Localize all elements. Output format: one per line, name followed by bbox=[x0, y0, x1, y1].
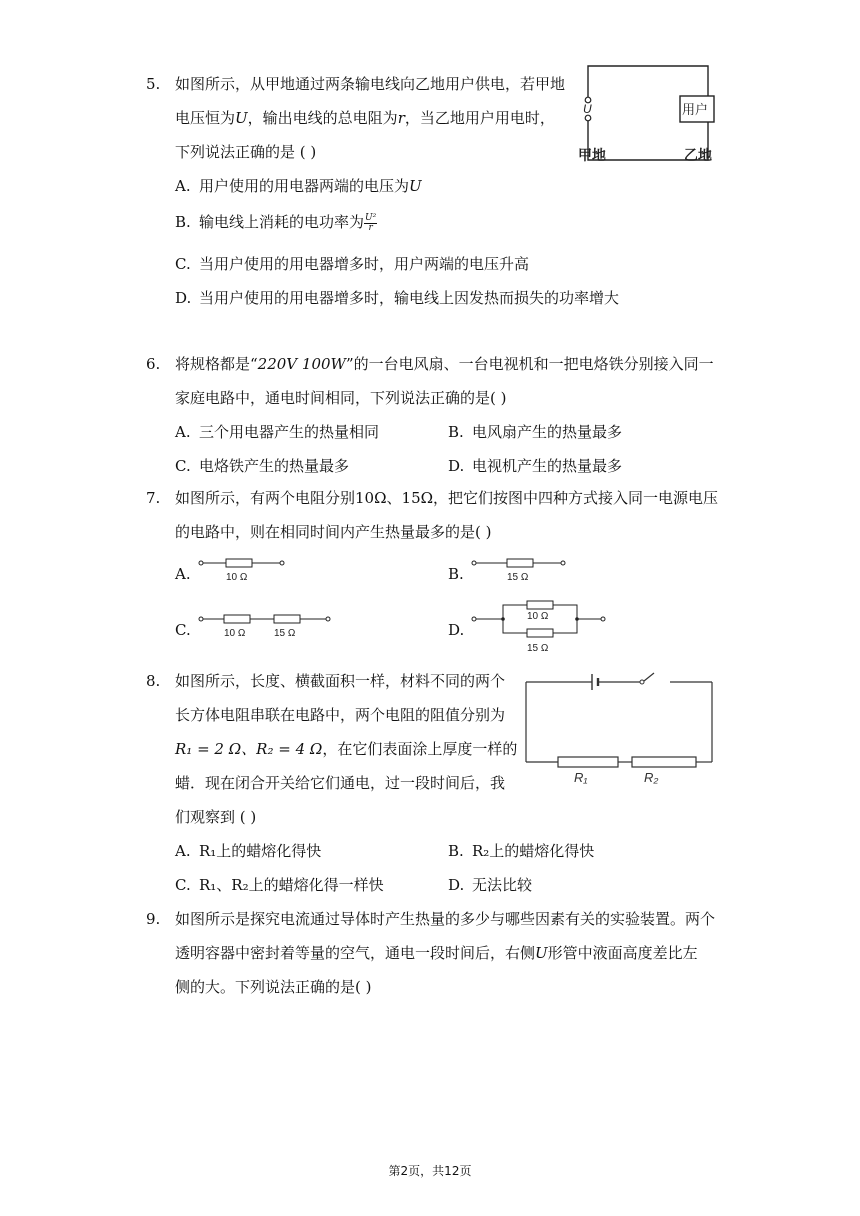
option-c[interactable]: C. bbox=[175, 621, 191, 639]
r2-label: R₂ bbox=[644, 770, 659, 785]
question-text-line: 侧的大。下列说法正确的是( ) bbox=[175, 978, 372, 996]
transmission-circuit-figure bbox=[578, 60, 718, 170]
question-text-line: 长方体电阻串联在电路中，两个电阻的阻值分别为 bbox=[175, 706, 506, 724]
resistor-label: 15 Ω bbox=[274, 628, 296, 639]
resistor-label: 15 Ω bbox=[527, 643, 549, 653]
question-number: 7. bbox=[146, 489, 161, 507]
option-c[interactable]: C. 电烙铁产生的热量最多 bbox=[175, 457, 350, 475]
option-d[interactable]: D. 无法比较 bbox=[448, 876, 533, 894]
question-text-line: 如图所示，从甲地通过两条输电线向乙地用户供电，若甲地 bbox=[175, 75, 566, 93]
circuit-c-figure bbox=[196, 611, 336, 641]
option-b[interactable]: B. bbox=[448, 565, 464, 583]
user-label: 用户 bbox=[682, 102, 709, 117]
question-text-line: R₁ = 2 Ω、R₂ = 4 Ω，在它们表面涂上厚度一样的 bbox=[175, 740, 518, 758]
option-b[interactable]: B. R₂上的蜡熔化得快 bbox=[448, 842, 595, 860]
option-a[interactable]: A. R₁上的蜡熔化得快 bbox=[175, 842, 322, 860]
option-b[interactable]: B. 电风扇产生的热量最多 bbox=[448, 423, 623, 441]
resistor-label: 15 Ω bbox=[507, 572, 529, 583]
wax-resistor-circuit-figure bbox=[520, 670, 720, 790]
question-text-line: 如图所示，长度、横截面积一样，材料不同的两个 bbox=[175, 672, 506, 690]
fraction: $\frac{\text{U²}}{r}$ bbox=[365, 212, 377, 233]
resistor-label: 10 Ω bbox=[226, 572, 248, 583]
circuit-d-figure bbox=[469, 597, 609, 653]
resistor-label: 10 Ω bbox=[527, 611, 549, 622]
question-text-line: 们观察到 ( ) bbox=[175, 808, 257, 826]
option-a[interactable]: A. 三个用电器产生的热量相同 bbox=[175, 423, 380, 441]
circuit-b-figure bbox=[469, 555, 569, 585]
option-c[interactable]: C. 当用户使用的用电器增多时，用户两端的电压升高 bbox=[175, 255, 530, 273]
resistor-label: 10 Ω bbox=[224, 628, 246, 639]
question-text-line: 如图所示是探究电流通过导体时产生热量的多少与哪些因素有关的实验装置。两个 bbox=[175, 910, 716, 928]
question-number: 6. bbox=[146, 355, 161, 373]
question-text-line: 的电路中，则在相同时间内产生热量最多的是( ) bbox=[175, 523, 492, 541]
page-footer: 第2页，共12页 bbox=[388, 1164, 472, 1178]
question-number: 9. bbox=[146, 910, 161, 928]
question-text-line: 下列说法正确的是 ( ) bbox=[175, 143, 317, 161]
circuit-a-figure bbox=[196, 555, 296, 585]
option-b[interactable]: B. 输电线上消耗的电功率为 $\frac{\text{U²}}{r}$ bbox=[175, 212, 377, 233]
question-number: 8. bbox=[146, 672, 161, 690]
option-d[interactable]: D. bbox=[448, 621, 465, 639]
question-number: 5. bbox=[146, 75, 161, 93]
question-text-line: 透明容器中密封着等量的空气，通电一段时间后，右侧U形管中液面高度差比左 bbox=[175, 944, 698, 962]
question-text-line: 蜡．现在闭合开关给它们通电，过一段时间后，我 bbox=[175, 774, 506, 792]
place-a-label: 甲地 bbox=[578, 147, 606, 163]
option-d[interactable]: D. 当用户使用的用电器增多时，输电线上因发热而损失的功率增大 bbox=[175, 289, 620, 307]
r1-label: R₁ bbox=[574, 770, 588, 785]
question-text-line: 如图所示，有两个电阻分别10Ω、15Ω，把它们按图中四种方式接入同一电源电压 bbox=[175, 489, 719, 507]
voltage-label: U bbox=[583, 102, 592, 116]
option-a[interactable]: A. bbox=[175, 565, 191, 583]
question-text-line: 家庭电路中，通电时间相同，下列说法正确的是( ) bbox=[175, 389, 507, 407]
place-b-label: 乙地 bbox=[684, 147, 712, 163]
question-text-line: 将规格都是“220V 100W”的一台电风扇、一台电视机和一把电烙铁分别接入同一 bbox=[175, 355, 714, 373]
question-text-line: 电压恒为U，输出电线的总电阻为r，当乙地用户用电时， bbox=[175, 109, 555, 127]
option-d[interactable]: D. 电视机产生的热量最多 bbox=[448, 457, 623, 475]
option-a[interactable]: A. 用户使用的用电器两端的电压为U bbox=[175, 177, 422, 195]
option-c[interactable]: C. R₁、R₂上的蜡熔化得一样快 bbox=[175, 876, 384, 894]
